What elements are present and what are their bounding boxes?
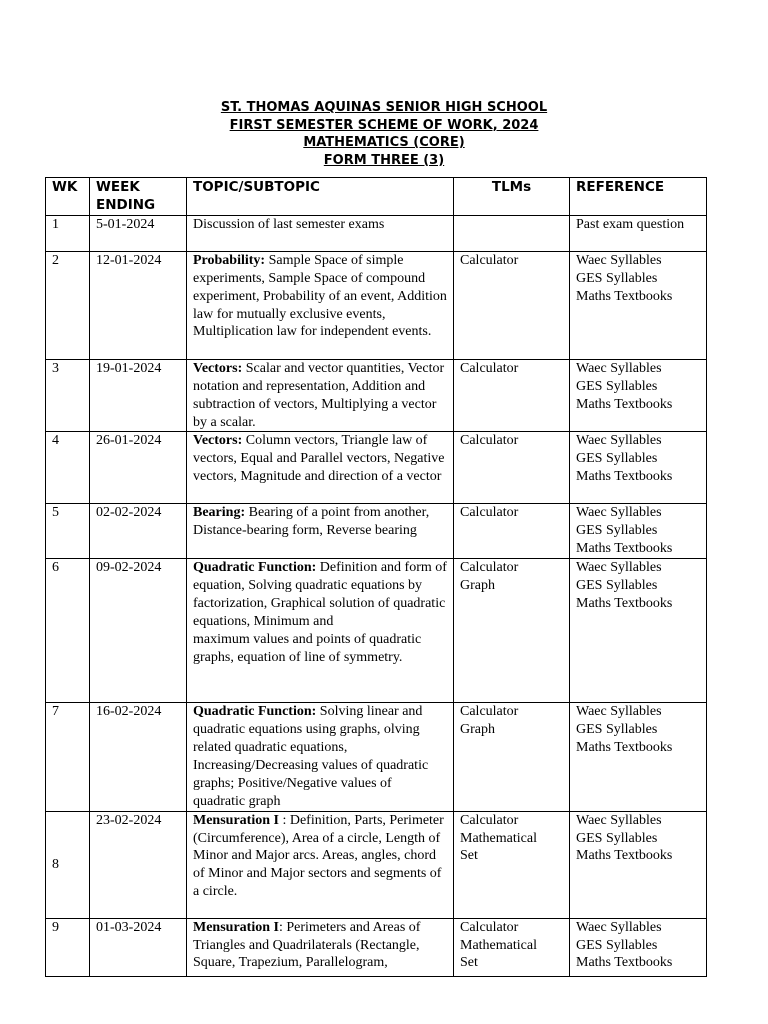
week-ending-cell: 02-02-2024 xyxy=(90,504,187,559)
header-topic: TOPIC/SUBTOPIC xyxy=(187,178,454,216)
scheme-of-work-table xyxy=(45,177,707,977)
table-row xyxy=(46,559,707,703)
topic-cell xyxy=(187,504,454,559)
topic-cell xyxy=(187,251,454,359)
form-title: FORM THREE (3) xyxy=(323,152,445,168)
table-row xyxy=(46,432,707,504)
header-wk: WK xyxy=(46,178,90,216)
table-header-row xyxy=(46,178,707,216)
topic-title: Vectors: xyxy=(193,433,243,449)
week-ending-cell: 16-02-2024 xyxy=(90,703,187,811)
week-ending-cell: 12-01-2024 xyxy=(90,251,187,359)
tlms-cell xyxy=(454,251,570,359)
reference-cell xyxy=(570,918,707,976)
reference-item: Maths Textbooks xyxy=(576,595,673,611)
tlm-item: Calculator xyxy=(460,360,519,376)
topic-title: Quadratic Function: xyxy=(193,704,317,720)
reference-cell xyxy=(570,359,707,432)
reference-item: GES Syllables xyxy=(576,451,658,467)
week-ending-cell: 19-01-2024 xyxy=(90,359,187,432)
topic-description: : Perimeters and Areas of Triangles and Quadrilaterals (Rectangle, Square, Trapezium, Parallelogram, xyxy=(193,919,421,971)
reference-item: Waec Syllables xyxy=(576,919,662,935)
tlm-item: Set xyxy=(460,848,478,864)
reference-item: Waec Syllables xyxy=(576,360,662,376)
tlm-item: Calculator xyxy=(460,704,519,720)
topic-cell xyxy=(187,432,454,504)
reference-item: Waec Syllables xyxy=(576,252,662,268)
table-row xyxy=(46,504,707,559)
week-number-cell: 1 xyxy=(46,215,90,251)
tlms-cell xyxy=(454,215,570,251)
week-ending-cell: 01-03-2024 xyxy=(90,918,187,976)
reference-cell xyxy=(570,504,707,559)
header-week-ending-line1: WEEK xyxy=(96,179,140,195)
table-row xyxy=(46,811,707,918)
topic-title: Vectors: xyxy=(193,360,243,376)
tlm-item: Calculator xyxy=(460,252,519,268)
reference-item: Maths Textbooks xyxy=(576,469,673,485)
week-ending-cell: 5-01-2024 xyxy=(90,215,187,251)
reference-item: Past exam question xyxy=(576,216,685,232)
week-number-cell: 3 xyxy=(46,359,90,432)
topic-description: maximum values and points of quadratic graphs, equation of line of symmetry. xyxy=(193,631,422,665)
topic-title: Mensuration I xyxy=(193,812,279,828)
reference-item: Maths Textbooks xyxy=(576,396,673,412)
table-body xyxy=(46,215,707,976)
topic-description: Column vectors, Triangle law of vectors, Equal and Parallel vectors, Negative vectors, Magnitude and direction of a vector xyxy=(193,433,445,485)
reference-cell xyxy=(570,251,707,359)
reference-item: Maths Textbooks xyxy=(576,955,673,971)
week-ending-cell: 09-02-2024 xyxy=(90,559,187,703)
header-tlms: TLMs xyxy=(454,178,570,216)
week-number-cell: 5 xyxy=(46,504,90,559)
tlm-item: Calculator xyxy=(460,560,519,576)
topic-title: Quadratic Function: xyxy=(193,560,317,576)
table-row xyxy=(46,251,707,359)
subject-title: MATHEMATICS (CORE) xyxy=(303,135,465,150)
topic-description: Bearing of a point from another, Distance-bearing form, Reverse bearing xyxy=(193,505,430,539)
reference-cell xyxy=(570,432,707,504)
tlms-cell xyxy=(454,703,570,811)
table-row xyxy=(46,359,707,432)
document-heading xyxy=(0,99,768,169)
reference-item: Waec Syllables xyxy=(576,704,662,720)
week-number-cell: 4 xyxy=(46,432,90,504)
tlm-item: Set xyxy=(460,955,478,971)
tlm-item: Graph xyxy=(460,722,495,738)
tlm-item: Calculator xyxy=(460,919,519,935)
week-ending-cell: 26-01-2024 xyxy=(90,432,187,504)
topic-description: Scalar and vector quantities, Vector notation and representation, Addition and subtraction of vectors, Multiplying a vector by a scalar. xyxy=(193,360,445,430)
topic-cell xyxy=(187,703,454,811)
topic-title: Probability: xyxy=(193,252,266,268)
topic-description: : Definition, Parts, Perimeter (Circumference), Area of a circle, Length of Minor and Major arcs. Areas, angles, chord of Minor and Major sectors and segments of a circle. xyxy=(193,812,444,900)
tlms-cell xyxy=(454,811,570,918)
reference-item: Maths Textbooks xyxy=(576,288,673,304)
tlm-item: Mathematical xyxy=(460,830,537,846)
tlms-cell xyxy=(454,918,570,976)
tlm-item: Calculator xyxy=(460,505,519,521)
week-number-cell: 7 xyxy=(46,703,90,811)
week-number-cell: 8 xyxy=(46,811,90,918)
school-name: ST. THOMAS AQUINAS SENIOR HIGH SCHOOL xyxy=(220,100,548,115)
reference-item: Maths Textbooks xyxy=(576,541,673,557)
topic-cell xyxy=(187,559,454,703)
table-row xyxy=(46,918,707,976)
reference-item: GES Syllables xyxy=(576,722,658,738)
reference-cell xyxy=(570,703,707,811)
week-ending-cell: 23-02-2024 xyxy=(90,811,187,918)
tlm-item: Calculator xyxy=(460,433,519,449)
tlms-cell xyxy=(454,432,570,504)
reference-item: GES Syllables xyxy=(576,578,658,594)
reference-item: GES Syllables xyxy=(576,830,658,846)
header-week-ending-line2: ENDING xyxy=(96,196,156,213)
reference-item: Maths Textbooks xyxy=(576,848,673,864)
reference-item: Waec Syllables xyxy=(576,505,662,521)
reference-cell xyxy=(570,811,707,918)
reference-cell xyxy=(570,215,707,251)
table-row xyxy=(46,215,707,251)
week-number-cell: 9 xyxy=(46,918,90,976)
reference-item: GES Syllables xyxy=(576,523,658,539)
tlm-item: Mathematical xyxy=(460,937,537,953)
topic-cell xyxy=(187,811,454,918)
reference-item: GES Syllables xyxy=(576,378,658,394)
tlm-item: Graph xyxy=(460,578,495,594)
topic-description: Solving linear and quadratic equations using graphs, olving related quadratic equations, Increasing/Decreasing values of quadratic graphs; Positive/Negative values of quadratic graph xyxy=(193,704,429,809)
reference-item: GES Syllables xyxy=(576,937,658,953)
scheme-title: FIRST SEMESTER SCHEME OF WORK, 2024 xyxy=(229,117,539,133)
topic-description: Discussion of last semester exams xyxy=(193,216,385,232)
reference-item: Waec Syllables xyxy=(576,812,662,828)
reference-cell xyxy=(570,559,707,703)
tlms-cell xyxy=(454,359,570,432)
topic-title: Mensuration I xyxy=(193,919,279,935)
topic-cell xyxy=(187,215,454,251)
reference-item: Waec Syllables xyxy=(576,560,662,576)
topic-cell xyxy=(187,918,454,976)
reference-item: GES Syllables xyxy=(576,270,658,286)
tlms-cell xyxy=(454,559,570,703)
reference-item: Maths Textbooks xyxy=(576,739,673,755)
header-week-ending xyxy=(90,178,187,216)
week-number-cell: 6 xyxy=(46,559,90,703)
header-reference: REFERENCE xyxy=(570,178,707,216)
topic-cell xyxy=(187,359,454,432)
topic-description: Definition and form of equation, Solving quadratic equations by factorization, Graphical solution of quadratic equations, Minimum and xyxy=(193,560,447,629)
topic-description: Sample Space of simple experiments, Sample Space of compound experiment, Probability of an event, Addition law for mutually exclusive events, Multiplication law for independent events. xyxy=(193,252,447,340)
week-number-cell: 2 xyxy=(46,251,90,359)
topic-title: Bearing: xyxy=(193,505,246,521)
tlms-cell xyxy=(454,504,570,559)
reference-item: Waec Syllables xyxy=(576,433,662,449)
table-row xyxy=(46,703,707,811)
tlm-item: Calculator xyxy=(460,812,519,828)
